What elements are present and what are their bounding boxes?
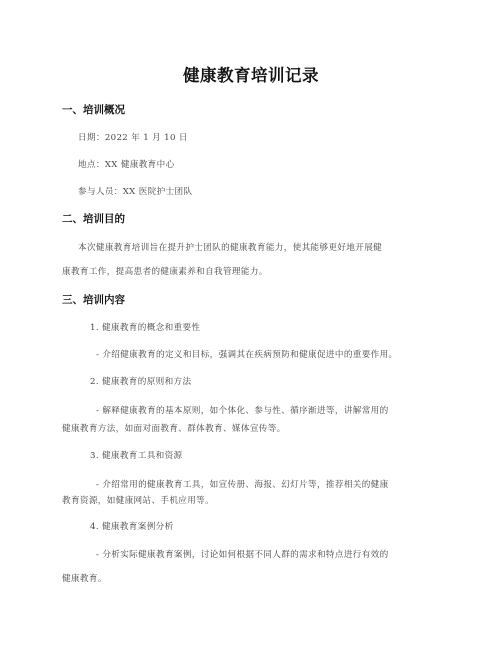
section-heading-purpose: 二、培训目的 [62,213,125,225]
purpose-paragraph-line-1: 本次健康教育培训旨在提升护士团队的健康教育能力，使其能够更好地开展健 [78,243,383,253]
training-date: 日期：2022 年 1 月 10 日 [78,133,188,143]
content-item-4-description-line-2: 健康教育。 [62,574,107,584]
content-item-2-description-line-2: 健康教育方法，如面对面教育、群体教育、媒体宣传等。 [62,424,286,434]
content-item-2-description-line-1: - 解释健康教育的基本原则，如个体化、参与性、循序渐进等，讲解常用的 [96,406,389,416]
training-location: 地点：XX 健康教育中心 [78,160,175,170]
content-item-3-description-line-2: 教育资源，如健康网站、手机应用等。 [62,496,215,506]
content-item-2-title: 2. 健康教育的原则和方法 [90,377,192,387]
content-item-3-title: 3. 健康教育工具和资源 [90,451,183,461]
document-title: 健康教育培训记录 [183,66,319,85]
section-heading-content: 三、培训内容 [62,294,125,306]
section-heading-overview: 一、培训概况 [62,104,125,116]
content-item-3-description-line-1: - 介绍常用的健康教育工具，如宣传册、海报、幻灯片等，推荐相关的健康 [96,480,389,490]
content-item-4-title: 4. 健康教育案例分析 [90,522,174,532]
purpose-paragraph-line-2: 康教育工作，提高患者的健康素养和自我管理能力。 [62,267,268,277]
content-item-4-description-line-1: - 分析实际健康教育案例，讨论如何根据不同人群的需求和特点进行有效的 [96,550,389,560]
training-participants: 参与人员：XX 医院护士团队 [78,187,193,197]
content-item-1-title: 1. 健康教育的概念和重要性 [90,323,201,333]
content-item-1-description: - 介绍健康教育的定义和目标，强调其在疾病预防和健康促进中的重要作用。 [96,350,398,360]
